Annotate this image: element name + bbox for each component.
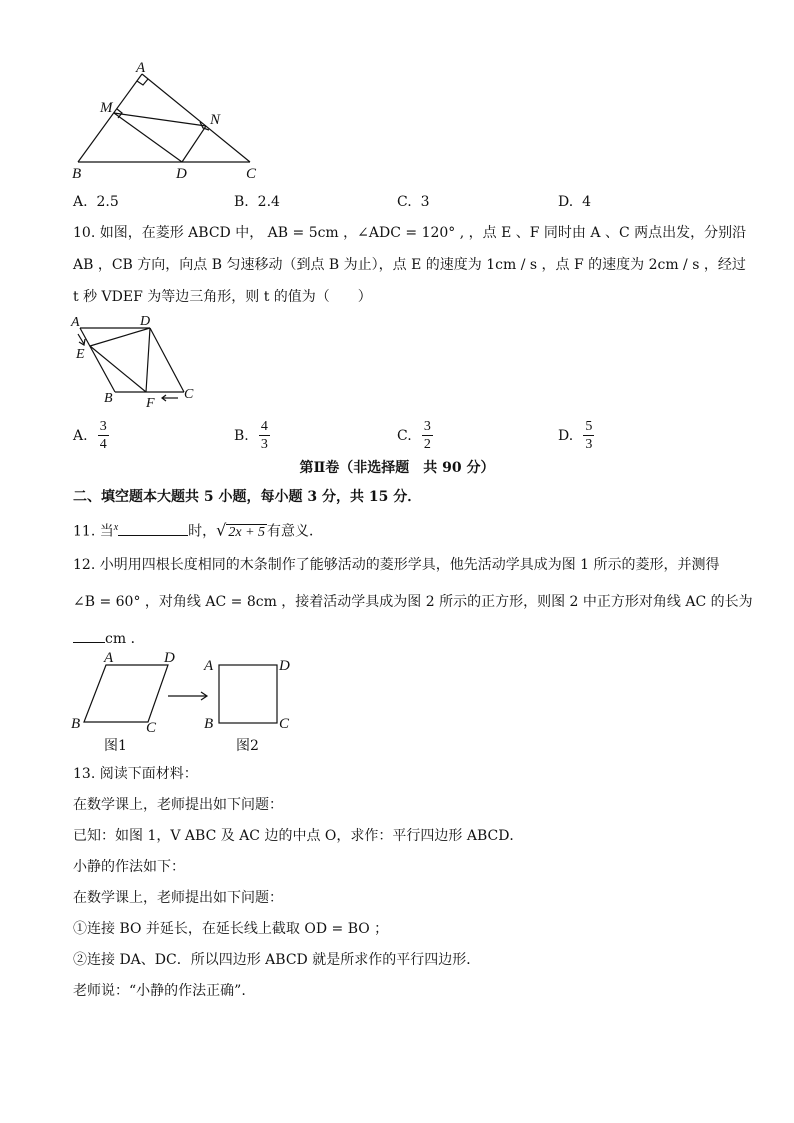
q12-line-3: cm ． xyxy=(73,628,145,649)
q10-option-d: D. $\frac{5}{3}$ xyxy=(558,419,593,452)
q10-line-3: t 秒 VDEF 为等边三角形，则 t 的值为（ ） xyxy=(73,289,372,305)
q13-line-6: ①连接 BO 并延长，在延长线上截取 OD = BO ； xyxy=(73,921,389,937)
segment-ab xyxy=(78,74,142,162)
answer-blank xyxy=(118,521,188,536)
rhombus-shape xyxy=(84,665,168,722)
rhombus-ab xyxy=(80,328,115,392)
q10-line-1: 10. 如图，在菱形 ABCD 中， AB = 5cm ，∠ADC = 120° , ，点 E 、F 同时由 A 、C 两点出发，分别沿 xyxy=(73,225,747,241)
q9-option-c: C. 3 xyxy=(397,194,430,210)
q13-line-3: 已知：如图 1，V ABC 及 AC 边的中点 O，求作：平行四边形 ABCD． xyxy=(73,828,524,844)
sqrt-sign: √ xyxy=(216,520,227,540)
label-c: C xyxy=(246,166,257,182)
q10-option-a: A. $\frac{3}{4}$ xyxy=(73,419,107,452)
fraction: $\frac{3}{2}$ xyxy=(423,419,431,452)
label-d: D xyxy=(140,314,151,329)
q9-option-b: B. 2.4 xyxy=(234,194,280,210)
fig2-label-c: C xyxy=(279,716,290,732)
fig2-caption: 图2 xyxy=(236,738,259,754)
q10-figure xyxy=(70,312,210,412)
q13-line-8: 老师说：“小静的作法正确”. xyxy=(73,983,246,999)
fig1-label-c: C xyxy=(146,720,157,736)
right-angle-a xyxy=(137,79,148,85)
label-a: A xyxy=(71,315,80,330)
fig2-label-b: B xyxy=(204,716,214,732)
square-shape xyxy=(219,665,277,723)
label-b: B xyxy=(104,391,113,406)
q10-option-b: B. $\frac{4}{3}$ xyxy=(234,419,268,452)
q10-option-c: C. $\frac{3}{2}$ xyxy=(397,419,431,452)
fig2-label-d: D xyxy=(279,658,290,674)
label-m: M xyxy=(100,100,113,116)
segment-nd xyxy=(182,126,206,162)
q10-line-2: AB ，CB 方向，向点 B 匀速移动（到点 B 为止），点 E 的速度为 1cm / s ，点 F 的速度为 2cm / s ，经过 xyxy=(73,257,746,273)
fig2-label-a: A xyxy=(204,658,214,674)
q12-line-2: ∠B = 60° ，对角线 AC = 8cm ，接着活动学具成为图 2 所示的正方形，则图 2 中正方形对角线 AC 的长为 xyxy=(73,594,753,610)
q9-option-d: D. 4 xyxy=(558,194,592,210)
segment-de xyxy=(90,328,150,346)
segment-df xyxy=(146,328,150,392)
segment-md xyxy=(114,113,182,162)
q12-line-1: 12. 小明用四根长度相同的木条制作了能够活动的菱形学具，他先活动学具成为图 1 所示的菱形，并测得 xyxy=(73,557,720,573)
label-e: E xyxy=(76,347,85,362)
fig1-label-b: B xyxy=(71,716,81,732)
q9-option-a: A. 2.5 xyxy=(73,194,119,210)
q13-line-4: 小静的作法如下： xyxy=(73,859,185,875)
answer-blank xyxy=(73,628,105,643)
label-d: D xyxy=(176,166,187,182)
q12-figures xyxy=(68,648,308,758)
q11-line: 11. 当$^x$ 时，√ 2x + 5 有意义． xyxy=(73,520,324,540)
fraction: $\frac{4}{3}$ xyxy=(260,419,268,452)
fig1-label-a: A xyxy=(104,650,114,666)
q13-line-5: 在数学课上，老师提出如下问题： xyxy=(73,890,283,906)
section-title: 第Ⅱ卷（非选择题 共 90 分） xyxy=(299,460,495,476)
label-c: C xyxy=(184,387,194,402)
label-a: A xyxy=(136,60,146,76)
q13-line-1: 13. 阅读下面材料： xyxy=(73,766,198,782)
fraction: $\frac{5}{3}$ xyxy=(585,419,593,452)
fig1-caption: 图1 xyxy=(104,738,127,754)
label-b: B xyxy=(72,166,82,182)
segment-ef xyxy=(90,346,146,392)
segment-ac xyxy=(142,74,250,162)
label-n: N xyxy=(210,112,221,128)
q13-line-7: ②连接 DA、DC．所以四边形 ABCD 就是所求作的平行四边形． xyxy=(73,952,481,968)
rhombus-dc xyxy=(150,328,184,392)
fraction: $\frac{3}{4}$ xyxy=(99,419,107,452)
label-f: F xyxy=(146,396,155,411)
part2-heading: 二、填空题本大题共 5 小题，每小题 3 分，共 15 分． xyxy=(73,489,422,505)
q9-figure xyxy=(70,58,270,184)
fig1-label-d: D xyxy=(164,650,175,666)
q13-line-2: 在数学课上，老师提出如下问题： xyxy=(73,797,283,813)
